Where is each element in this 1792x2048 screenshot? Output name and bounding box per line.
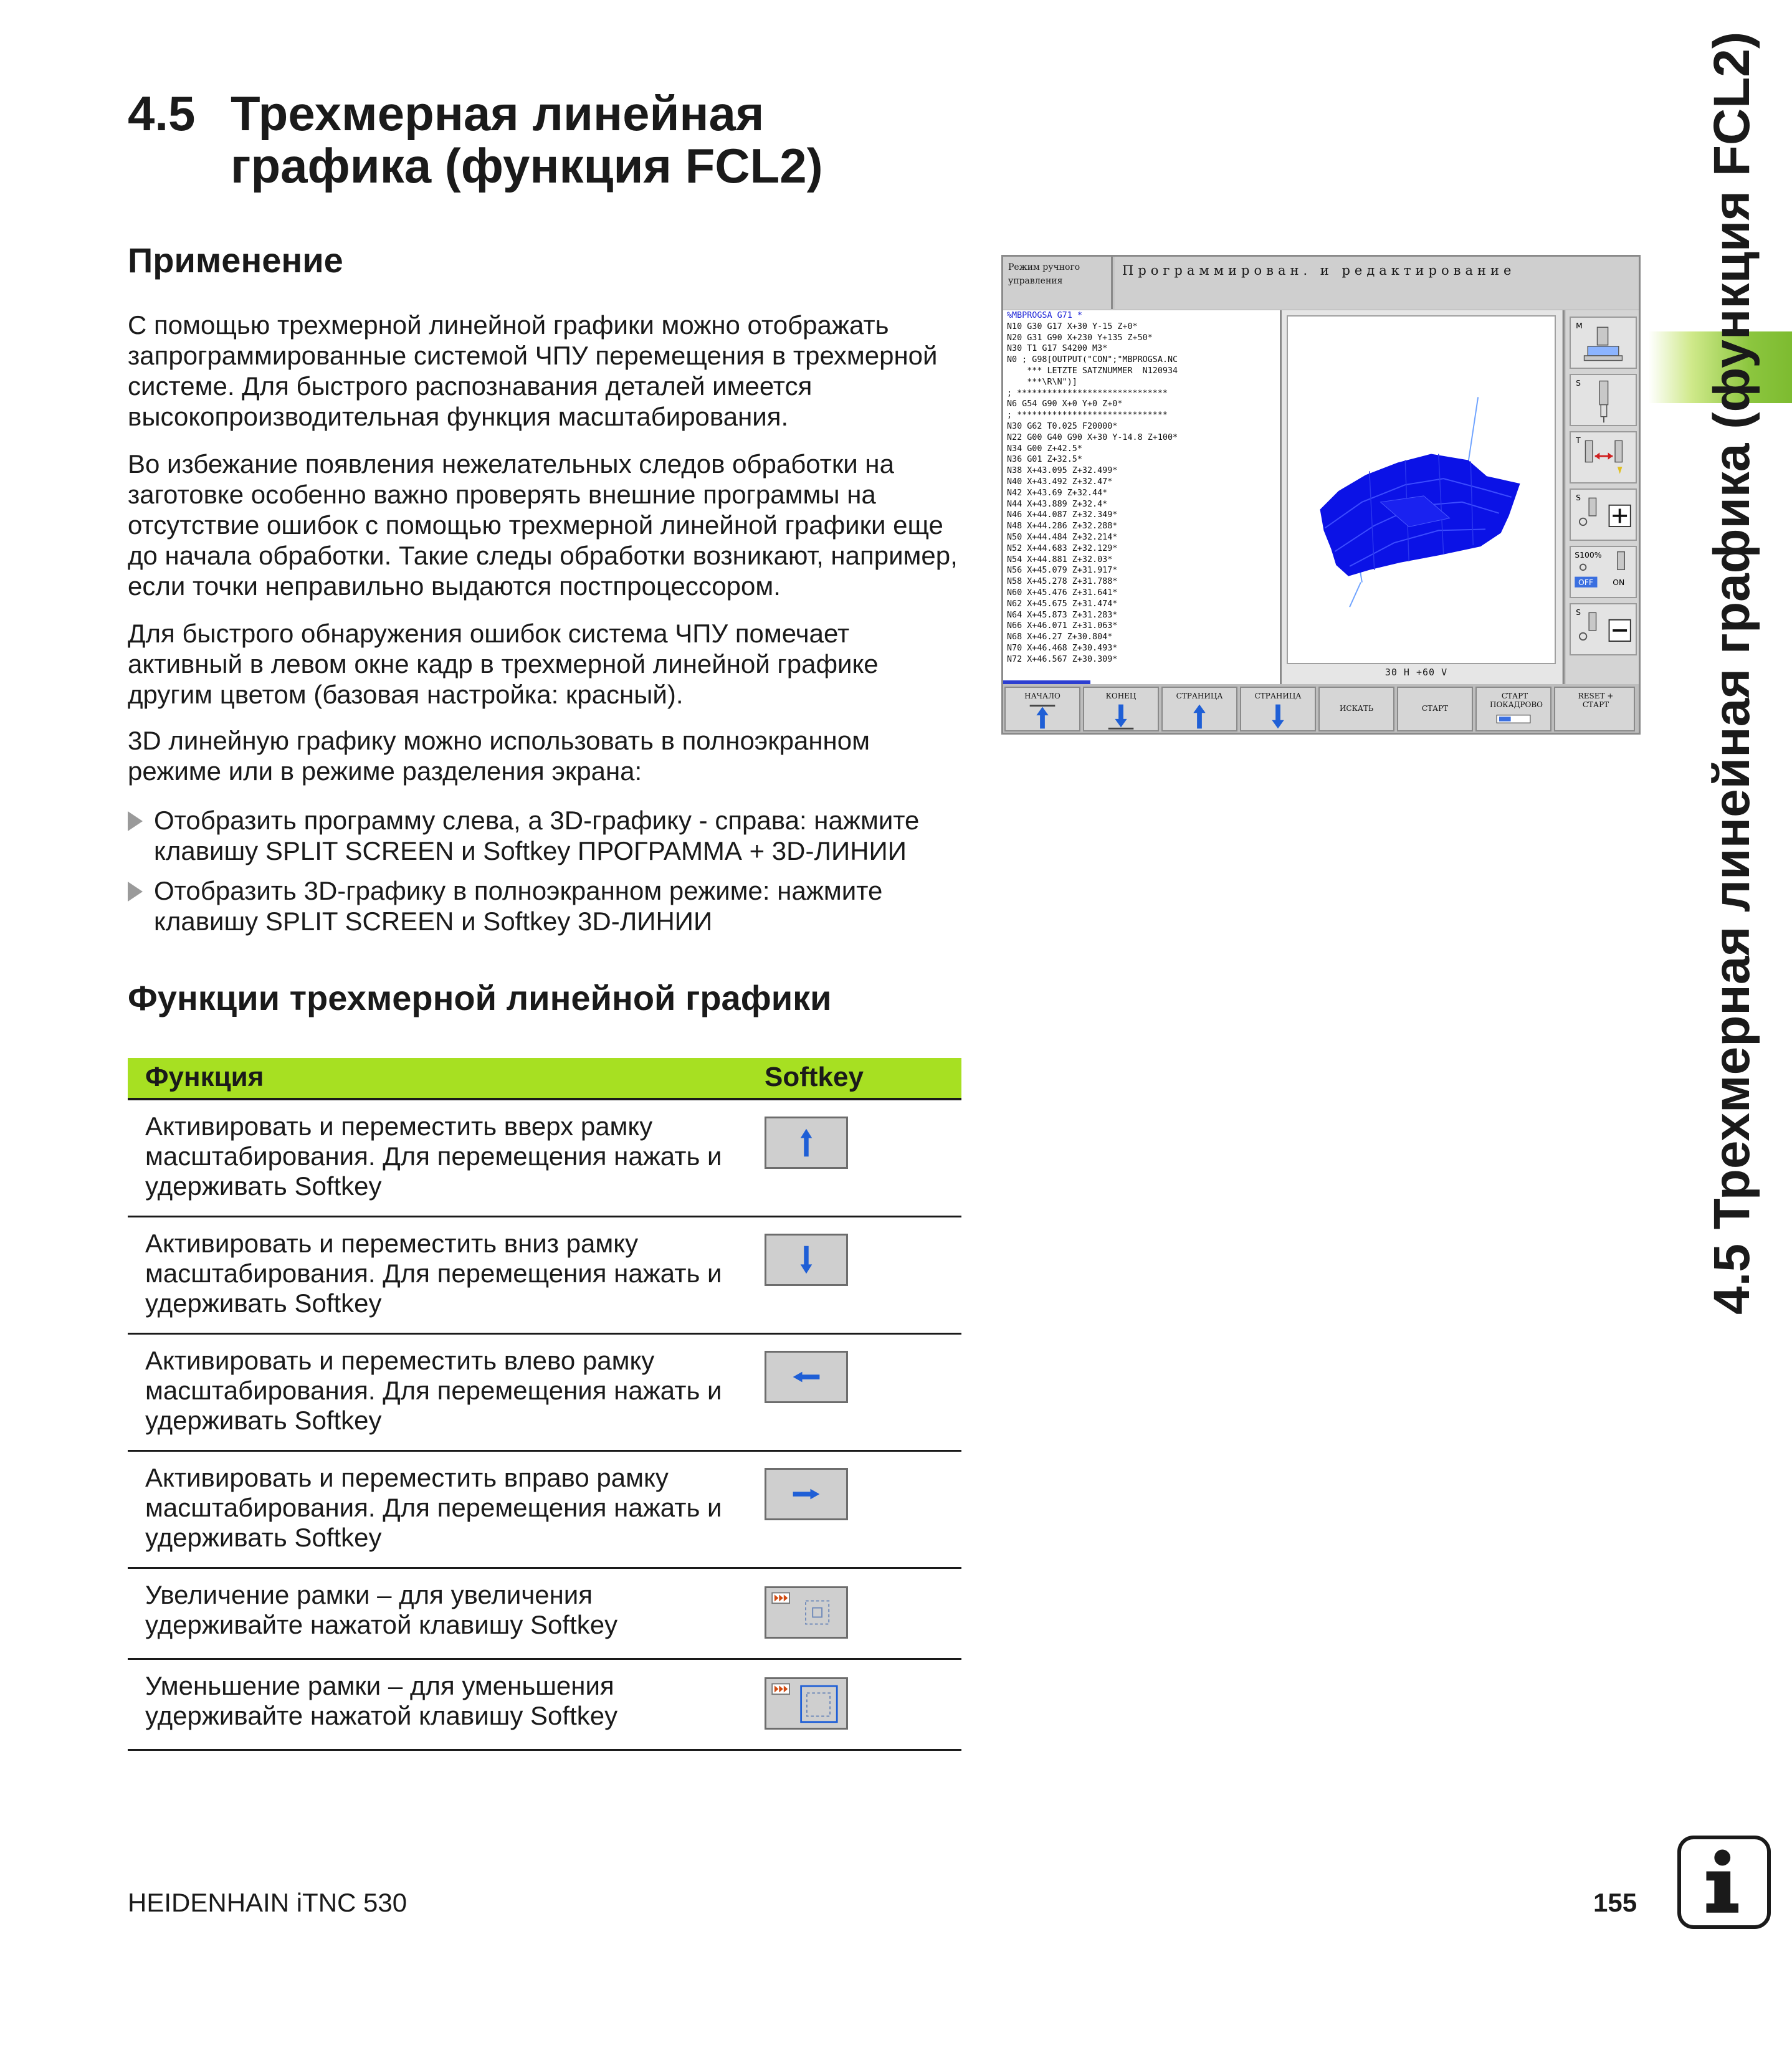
softkey-end-of-program[interactable]: КОНЕЦ <box>1083 687 1159 731</box>
section-title <box>231 87 916 192</box>
paragraph-2: Во избежание появления нежелательных следов обработки на заготовке особенно важно проверять внешние программы на отсутствие ошибок с помощью трехмерной линейной графики еще до начала обработки. Такие следы обработки возникают, например, если точки неправильно выдаются постпроцессором. <box>128 449 958 601</box>
program-line: N50 X+44.484 Z+32.214* <box>1007 532 1118 542</box>
row-text: Активировать и переместить вправо рамку масштабирования. Для перемещения нажать и удерживать Softkey <box>145 1463 722 1552</box>
side-section-title: 4.5 Трехмерная линейная графика (функция FCL2) <box>1704 31 1760 1315</box>
program-line: N40 X+43.492 Z+32.47* <box>1007 477 1113 487</box>
softkey-spindle-minus[interactable] <box>1570 603 1637 655</box>
softkey-search[interactable]: ИСКАТЬ <box>1318 687 1394 731</box>
on-label: ON <box>1613 578 1625 587</box>
bullet-text: Отобразить программу слева, а 3D-графику - справа: нажмите клавишу SPLIT SCREEN и Softkey ПРОГРАММА + 3D-ЛИНИИ <box>154 806 920 865</box>
graphic-readout: 30 H +60 V <box>1385 667 1448 678</box>
single-block-icon <box>1477 713 1550 731</box>
program-line: N60 X+45.476 Z+31.641* <box>1007 588 1118 598</box>
table-row <box>128 1660 961 1751</box>
arrow-up-icon <box>765 1117 848 1169</box>
application-heading: Применение <box>128 241 343 280</box>
tnc-screenshot <box>1001 255 1641 735</box>
program-line: N58 X+45.278 Z+31.788* <box>1007 577 1118 587</box>
arrow-down-bar-icon <box>1084 702 1158 731</box>
program-line: N22 G00 G40 G90 X+30 Y-14.8 Z+100* <box>1007 432 1178 442</box>
functions-table <box>128 1058 961 1751</box>
3d-surface-graphic <box>1288 317 1555 663</box>
program-lines <box>1003 310 1280 665</box>
program-line: %MBPROGSA G71 * <box>1007 311 1082 320</box>
program-line: N70 X+46.468 Z+30.493* <box>1007 643 1118 653</box>
row-text: Активировать и переместить влево рамку масштабирования. Для перемещения нажать и удерживать Softkey <box>145 1346 722 1435</box>
program-line: N0 ; G98[OUTPUT("CON";"MBPROGSA.NC <box>1007 355 1178 365</box>
section-number: 4.5 <box>128 86 196 141</box>
softkey-s-label: S <box>1576 379 1581 388</box>
paragraph-1: С помощью трехмерной линейной графики можно отображать запрограммированные системой ЧПУ перемещения в трехмерной системе. Для быстрого распознавания деталей имеется высокопроизводительная функция масштабирования. <box>128 310 938 431</box>
program-line: N66 X+46.071 Z+31.063* <box>1007 621 1118 631</box>
softkey-m[interactable] <box>1570 317 1637 369</box>
section-title-line2: графика (функция FCL2) <box>231 138 823 193</box>
program-line: N48 X+44.286 Z+32.288* <box>1007 522 1118 531</box>
softkey-reset-start[interactable]: RESET + СТАРТ <box>1554 687 1635 731</box>
triangle-bullet-icon <box>128 882 143 902</box>
bullet-text: Отобразить 3D-графику в полноэкранном режиме: нажмите клавишу SPLIT SCREEN и Softkey 3D-ЛИНИИ <box>154 876 883 936</box>
program-line: N30 G62 T0.025 F20000* <box>1007 421 1118 431</box>
header-softkey: Softkey <box>765 1062 864 1092</box>
program-line: ; ****************************** <box>1007 411 1168 421</box>
program-line: ***\R\N")] <box>1007 377 1077 387</box>
softkey-spindle-100[interactable] <box>1570 546 1637 598</box>
softkey-start-of-program[interactable]: НАЧАЛО <box>1004 687 1080 731</box>
arrow-right-icon <box>765 1468 848 1520</box>
program-line: N30 T1 G17 S4200 M3* <box>1007 344 1108 354</box>
table-row <box>128 1335 961 1452</box>
program-line: N34 G00 Z+42.5* <box>1007 444 1082 454</box>
footer-product: HEIDENHAIN iTNC 530 <box>128 1888 407 1917</box>
mode-manual-label: Режим ручного управления <box>1003 257 1113 309</box>
program-line: N38 X+43.095 Z+32.499* <box>1007 466 1118 476</box>
arrow-up-icon <box>1163 702 1236 731</box>
zoom-out-frame-icon <box>765 1677 848 1730</box>
softkey-page-down[interactable]: СТРАНИЦА <box>1240 687 1316 731</box>
paragraph-4: 3D линейную графику можно использовать в полноэкранном режиме или в режиме разделения экрана: <box>128 726 870 786</box>
softkey-start[interactable]: СТАРТ <box>1397 687 1473 731</box>
program-line: N6 G54 G90 X+0 Y+0 Z+0* <box>1007 399 1123 409</box>
program-line: N42 X+43.69 Z+32.44* <box>1007 488 1108 498</box>
side-softkeys <box>1566 310 1639 684</box>
program-line: N10 G30 G17 X+30 Y-15 Z+0* <box>1007 321 1138 331</box>
mode-programming-title: Программирован. и редактирование <box>1115 257 1639 309</box>
table-row <box>128 1452 961 1569</box>
arrow-down-icon <box>1241 702 1315 731</box>
table-row <box>128 1569 961 1660</box>
program-line: N20 G31 G90 X+230 Y+135 Z+50* <box>1007 333 1153 343</box>
triangle-bullet-icon <box>128 811 143 831</box>
divider <box>1563 310 1565 684</box>
program-line: N44 X+43.889 Z+32.4* <box>1007 499 1108 509</box>
softkey-page-up[interactable]: СТРАНИЦА <box>1161 687 1237 731</box>
table-row <box>128 1217 961 1335</box>
page-number: 155 <box>1593 1888 1637 1917</box>
table-header <box>128 1058 961 1100</box>
program-line: N46 X+44.087 Z+32.349* <box>1007 510 1118 520</box>
program-line: N64 X+45.873 Z+31.283* <box>1007 610 1118 620</box>
bottom-softkey-bar <box>1003 684 1639 733</box>
softkey-s[interactable] <box>1570 374 1637 426</box>
arrow-up-bar-icon <box>1006 702 1079 731</box>
arrow-left-icon <box>765 1351 848 1403</box>
graphic-canvas <box>1287 315 1556 664</box>
softkey-s-plus-label: S <box>1576 493 1581 503</box>
row-text: Активировать и переместить вверх рамку масштабирования. Для перемещения нажать и удерживать Softkey <box>145 1112 722 1201</box>
softkey-single-block[interactable]: СТАРТ ПОКАДРОВО <box>1475 687 1551 731</box>
arrow-down-icon <box>765 1234 848 1286</box>
program-line: N36 G01 Z+32.5* <box>1007 455 1082 465</box>
functions-heading: Функции трехмерной линейной графики <box>128 978 832 1017</box>
program-line: N56 X+45.079 Z+31.917* <box>1007 566 1118 576</box>
row-text: Активировать и переместить вниз рамку масштабирования. Для перемещения нажать и удерживать Softkey <box>145 1229 722 1318</box>
softkey-m-label: M <box>1576 321 1583 331</box>
line-graphic-view <box>1282 310 1562 684</box>
program-line: *** LETZTE SATZNUMMER N120934 <box>1007 366 1178 376</box>
softkey-t[interactable] <box>1570 431 1637 483</box>
program-listing <box>1003 310 1282 684</box>
program-line: N68 X+46.27 Z+30.804* <box>1007 632 1113 642</box>
off-label: OFF <box>1578 578 1593 587</box>
program-line: N54 X+44.881 Z+32.03* <box>1007 555 1113 564</box>
section-title-line1: Трехмерная линейная <box>231 86 765 141</box>
program-line: N52 X+44.683 Z+32.129* <box>1007 543 1118 553</box>
row-text: Увеличение рамки – для увеличения удерживайте нажатой клавишу Softkey <box>145 1580 618 1639</box>
program-line: N72 X+46.567 Z+30.309* <box>1007 654 1118 664</box>
program-line: ; ****************************** <box>1007 388 1168 398</box>
row-text: Уменьшение рамки – для уменьшения удерживайте нажатой клавишу Softkey <box>145 1671 618 1730</box>
header-function: Функция <box>145 1062 264 1092</box>
zoom-in-frame-icon <box>765 1586 848 1639</box>
softkey-s100-label: S100% <box>1575 551 1602 560</box>
paragraph-3: Для быстрого обнаружения ошибок система ЧПУ помечает активный в левом окне кадр в трехмерной линейной графике другим цветом (базовая настройка: красный). <box>128 619 879 709</box>
softkey-s-minus-label: S <box>1576 608 1581 617</box>
program-line: N62 X+45.675 Z+31.474* <box>1007 599 1118 609</box>
info-icon <box>1677 1836 1771 1929</box>
table-row <box>128 1100 961 1217</box>
softkey-spindle-plus[interactable] <box>1570 488 1637 541</box>
softkey-t-label: T <box>1576 436 1581 445</box>
